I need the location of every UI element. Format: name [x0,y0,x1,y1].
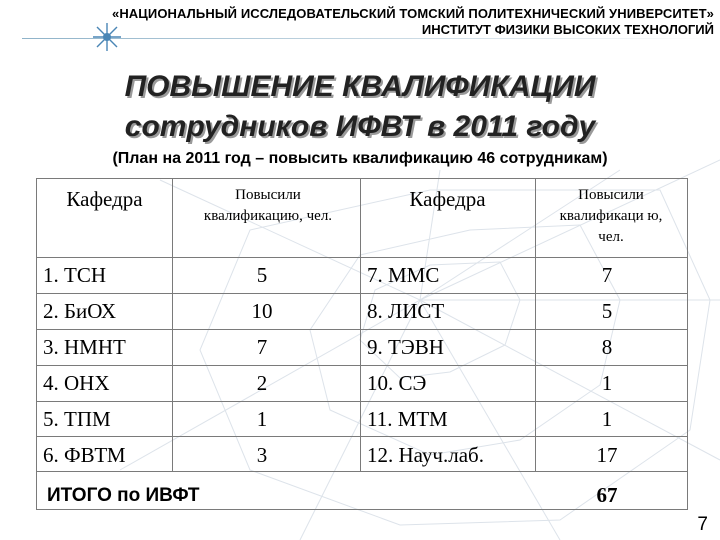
university-name: «НАЦИОНАЛЬНЫЙ ИССЛЕДОВАТЕЛЬСКИЙ ТОМСКИЙ ПОЛИТЕХНИЧЕСКИЙ УНИВЕРСИТЕТ» [111,6,714,21]
page-title-line-1: ПОВЫШЕНИЕ КВАЛИФИКАЦИИ [124,70,596,103]
count-cell: 5 [256,263,268,287]
count-cell: 7 [256,335,268,359]
table-divider [360,179,361,471]
page-number: 7 [697,514,708,535]
header-count-left: Повысили квалификацию, чел. [203,187,333,224]
dept-cell: 7. ММС [367,263,440,287]
dept-cell: 1. ТСН [43,263,106,287]
table-divider [37,329,687,330]
dept-cell: 6. ФВТМ [43,443,126,467]
dept-cell: 8. ЛИСТ [367,299,445,323]
dept-cell: 10. СЭ [367,371,427,395]
header-count-right: Повысили квалификаци ю, чел. [559,187,663,245]
header-rule [22,38,712,39]
count-cell: 1 [601,407,613,431]
count-cell: 7 [601,263,613,287]
table-divider [37,293,687,294]
dept-cell: 12. Науч.лаб. [367,443,484,467]
table-divider [37,365,687,366]
institute-name: ИНСТИТУТ ФИЗИКИ ВЫСОКИХ ТЕХНОЛОГИЙ [421,22,714,37]
table-divider [37,436,687,437]
table-divider [37,471,687,472]
page-title-line-2: сотрудников ИФВТ в 2011 году [124,110,596,143]
table-divider [37,401,687,402]
total-label: ИТОГО по ИВФТ [47,485,200,506]
count-cell: 5 [601,299,613,323]
count-cell: 8 [601,335,613,359]
dept-cell: 4. ОНХ [43,371,110,395]
count-cell: 1 [256,407,268,431]
dept-cell: 2. БиОХ [43,299,116,323]
count-cell: 10 [251,299,273,323]
table-divider [172,179,173,471]
dept-cell: 3. НМНТ [43,335,126,359]
plan-subtitle: (План на 2011 год – повысить квалификацию 46 сотрудникам) [112,150,608,167]
count-cell: 17 [596,443,618,467]
dept-cell: 11. МТМ [367,407,448,431]
header-dept-right: Кафедра [409,187,486,211]
count-cell: 2 [256,371,268,395]
header-dept-left: Кафедра [66,187,143,211]
count-cell: 1 [601,371,613,395]
table-divider [37,257,687,258]
dept-cell: 9. ТЭВН [367,335,444,359]
qualification-table [36,178,688,510]
count-cell: 3 [256,443,268,467]
dept-cell: 5. ТПМ [43,407,111,431]
total-value: 67 [596,483,618,507]
table-divider [535,179,536,471]
